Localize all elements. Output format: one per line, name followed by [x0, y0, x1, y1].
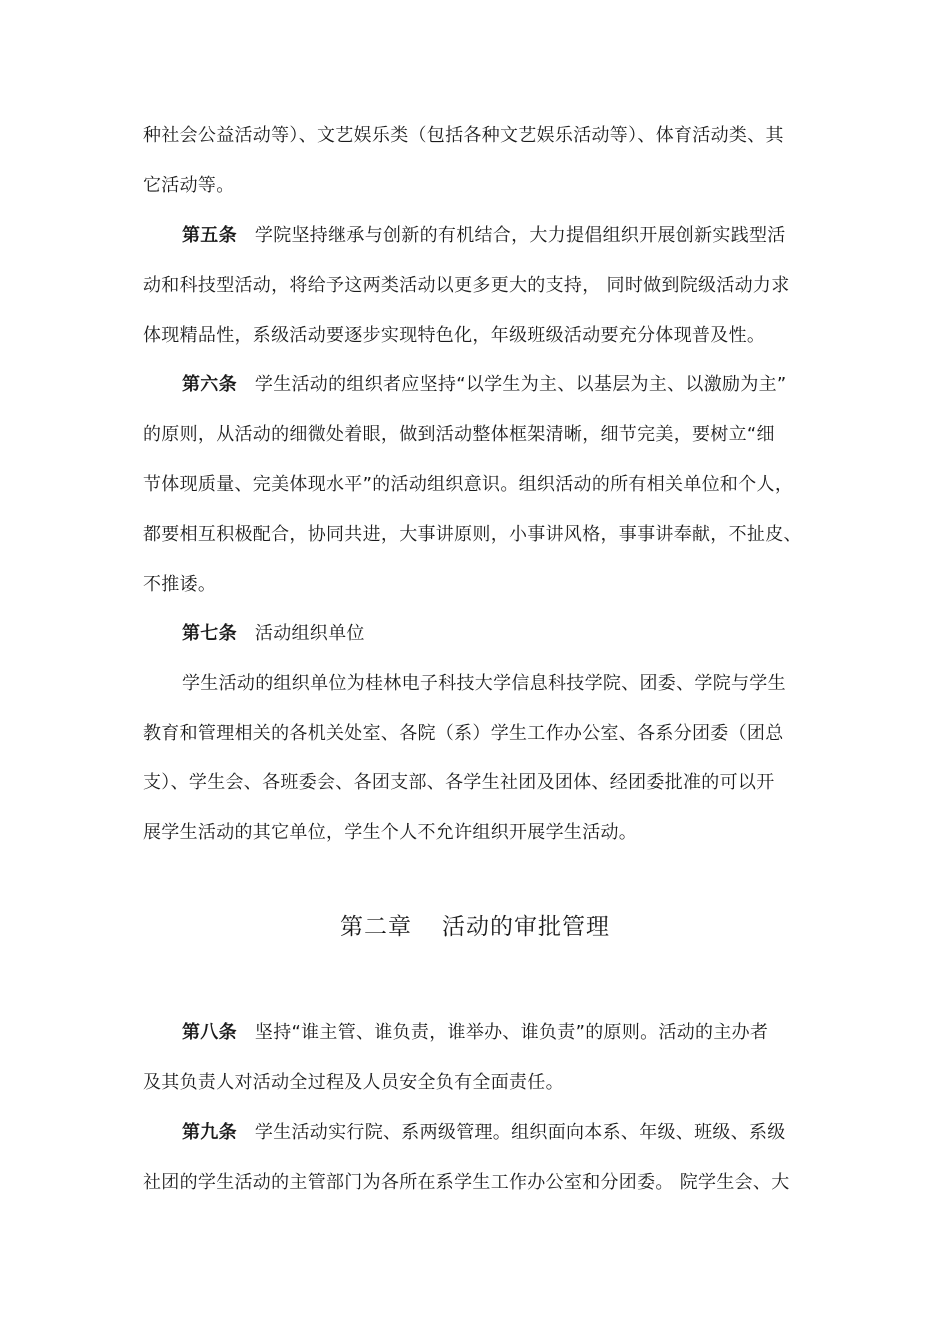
text-line: 展学生活动的其它单位，学生个人不允许组织开展学生活动。	[143, 822, 638, 843]
article-9-text: 学生活动实行院、系两级管理。组织面向本系、年级、班级、系级	[254, 1122, 786, 1143]
article-6-text: 学生活动的组织者应坚持“以学生为主、以基层为主、以激励为主”	[254, 374, 787, 395]
text-line: 社团的学生活动的主管部门为各所在系学生工作办公室和分团委。 院学生会、大	[143, 1172, 790, 1193]
article-7-paragraph-first: 学生活动的组织单位为桂林电子科技大学信息科技学院、团委、学院与学生	[182, 673, 786, 694]
article-9-first-line	[182, 1121, 813, 1145]
chapter-heading	[0, 912, 950, 942]
article-6-label: 第六条	[182, 374, 237, 395]
article-9-label: 第九条	[182, 1122, 237, 1143]
text-line: 的原则，从活动的细微处着眼，做到活动整体框架清晰，细节完美，要树立“细	[143, 424, 775, 445]
article-7-first-line	[182, 622, 813, 646]
text-line: 它活动等。	[143, 175, 235, 196]
article-5-label: 第五条	[182, 225, 237, 246]
text-line: 支）、学生会、各班委会、各团支部、各学生社团及团体、经团委批准的可以开	[143, 772, 775, 793]
article-8-first-line	[182, 1021, 813, 1045]
text-line: 教育和管理相关的各机关处室、各院（系）学生工作办公室、各系分团委（团总	[143, 723, 784, 744]
text-line: 都要相互积极配合，协同共进，大事讲原则，小事讲风格，事事讲奉献，不扯皮、	[143, 524, 802, 545]
article-5-first-line	[182, 224, 813, 248]
article-7-label: 第七条	[182, 623, 237, 644]
text-line: 节体现质量、完美体现水平”的活动组织意识。组织活动的所有相关单位和个人，	[143, 474, 794, 495]
article-5-text: 学院坚持继承与创新的有机结合，大力提倡组织开展创新实践型活	[254, 225, 786, 246]
text-line: 体现精品性，系级活动要逐步实现特色化，年级班级活动要充分体现普及性。	[143, 325, 766, 346]
chapter-number: 第二章	[340, 914, 412, 940]
text-line: 不推诿。	[143, 574, 217, 595]
article-7-text: 活动组织单位	[254, 623, 365, 644]
text-line: 及其负责人对活动全过程及人员安全负有全面责任。	[143, 1072, 564, 1093]
text-line: 动和科技型活动，将给予这两类活动以更多更大的支持， 同时做到院级活动力求	[143, 275, 790, 296]
text-line: 种社会公益活动等）、文艺娱乐类（包括各种文艺娱乐活动等）、体育活动类、其	[143, 125, 784, 146]
article-8-label: 第八条	[182, 1022, 237, 1043]
article-6-first-line	[182, 373, 813, 397]
chapter-title: 活动的审批管理	[442, 914, 610, 940]
article-8-text: 坚持“谁主管、谁负责，谁举办、谁负责”的原则。活动的主办者	[254, 1022, 769, 1043]
